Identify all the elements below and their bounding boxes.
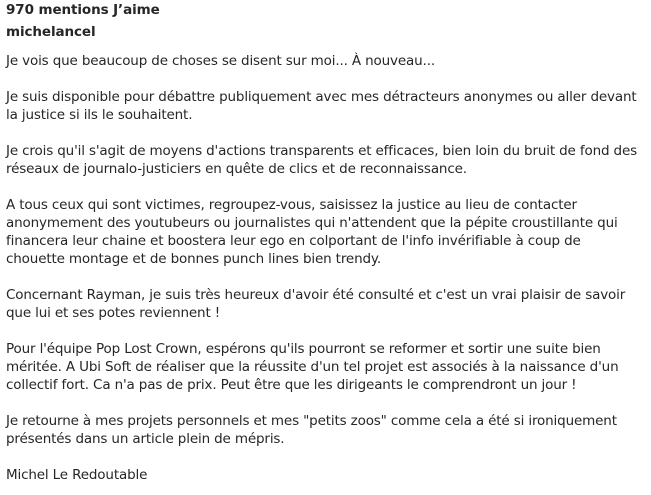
caption-paragraph: Concernant Rayman, je suis très heureux d'avoir été consulté et c'est un vrai plaisir de savoir que lui et ses potes reviennent ! [6, 287, 626, 321]
caption-paragraph: Je suis disponible pour débattre publiquement avec mes détracteurs anonymes ou aller devant la justice si ils le souhaitent. [6, 89, 637, 123]
caption-paragraph: Je retourne à mes projets personnels et mes "petits zoos" comme cela a été si ironiquement présentés dans un article plein de mépris. [6, 413, 617, 447]
caption-paragraph: Je crois qu'il s'agit de moyens d'actions transparents et efficaces, bien loin du bruit de fond des réseaux de journalo-justiciers en quête de clics et de reconnaissance. [6, 143, 637, 177]
username-link[interactable]: michelancel [6, 24, 96, 40]
caption-paragraph: Je vois que beaucoup de choses se disent sur moi... À nouveau... [6, 53, 435, 69]
likes-count[interactable]: 970 mentions J’aime [6, 2, 160, 18]
caption-paragraph: Pour l'équipe Pop Lost Crown, espérons qu'ils pourront se reformer et sortir une suite bien méritée. A Ubi Soft de réaliser que la réussite d'un tel projet est associés à la naissance d'un collectif fort. Ca n'a pas de prix. Peut être que les dirigeants le comprendront un jour ! [6, 341, 619, 393]
caption-signature: Michel Le Redoutable [6, 467, 148, 483]
caption-text [6, 52, 643, 484]
caption-paragraph: A tous ceux qui sont victimes, regroupez-vous, saisissez la justice au lieu de contacter anonymement des youtubeurs ou journalistes qui n'attendent que la pépite croustillante qui financera leur chaine et boostera leur ego en colportant de l'info invérifiable à coup de chouette montage et de bonnes punch lines bien trendy. [6, 197, 618, 267]
